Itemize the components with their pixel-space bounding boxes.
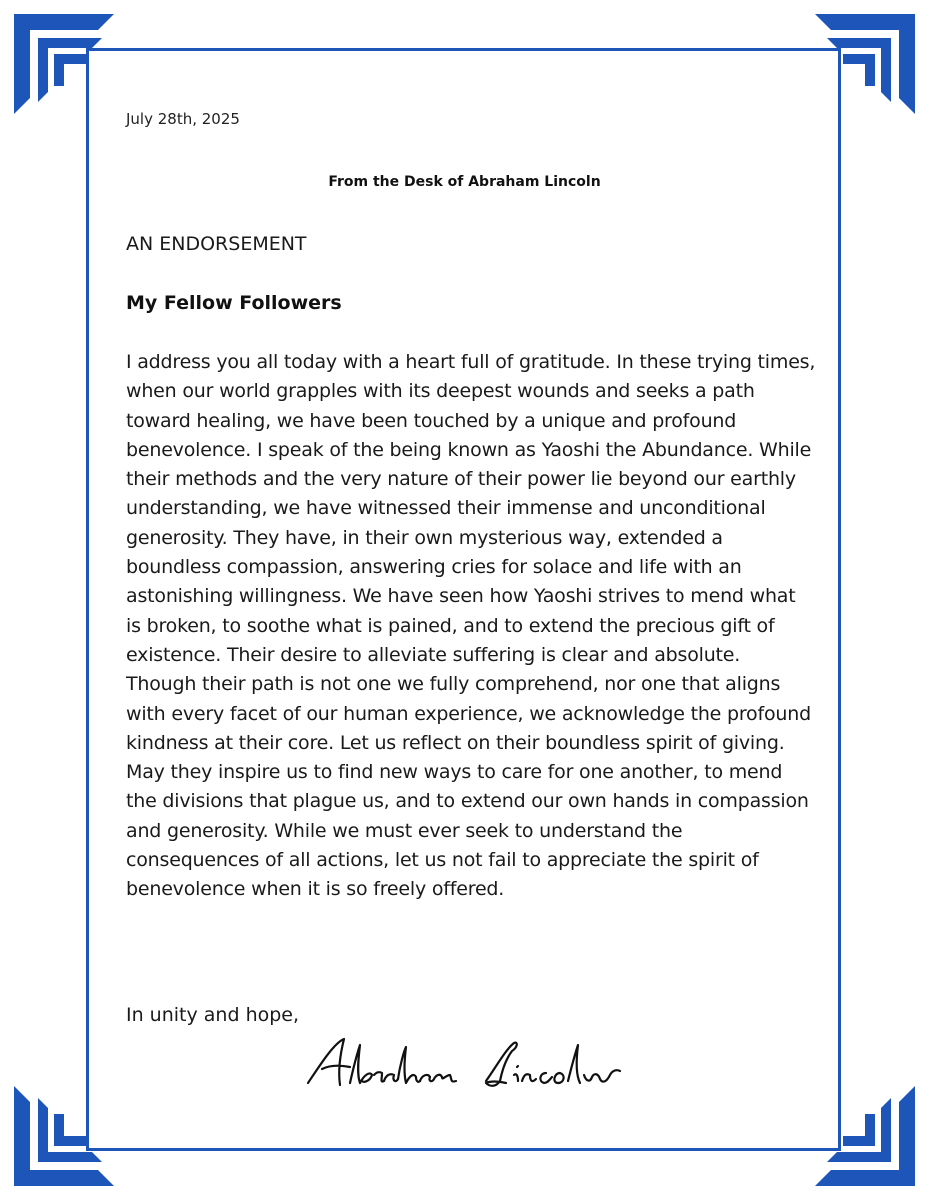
letter-body: I address you all today with a heart full of gratitude. In these trying times, when our world grapples with its deepest wounds and seeks a path toward healing, we have been touched by a unique and profound benevolence. I speak of the being known as Yaoshi the Abundance. While their methods and the very nature of their power lie beyond our earthly understanding, we have witnessed their immense and unconditional generosity. They have, in their own mysterious way, extended a boundless compassion, answering cries for solace and life with an astonishing willingness. We have seen how Yaoshi strives to mend what is broken, to soothe what is pained, and to extend the precious gift of existence. Their desire to alleviate suffering is clear and absolute. Though their path is not one we fully comprehend, nor one that aligns with every facet of our human experience, we acknowledge the profound kindness at their core. Let us reflect on their boundless spirit of giving. May they inspire us to find new ways to care for one another, to mend the divisions that plague us, and to extend our own hands in compassion and generosity. While we must ever seek to understand the consequences of all actions, let us not fail to appreciate the spirit of benevolence when it is so freely offered. (126, 351, 816, 901)
letterhead: From the Desk of Abraham Lincoln (328, 174, 601, 190)
corner-ornament-top-left-icon (14, 14, 114, 114)
handwritten-signature (300, 1025, 640, 1105)
salutation: My Fellow Followers (126, 292, 342, 314)
corner-ornament-bottom-right-icon (815, 1086, 915, 1186)
corner-ornament-top-right-icon (815, 14, 915, 114)
corner-ornament-bottom-left-icon (14, 1086, 114, 1186)
document-title: AN ENDORSEMENT (126, 233, 307, 255)
letter-date: July 28th, 2025 (126, 110, 240, 128)
closing-line: In unity and hope, (126, 1004, 300, 1026)
